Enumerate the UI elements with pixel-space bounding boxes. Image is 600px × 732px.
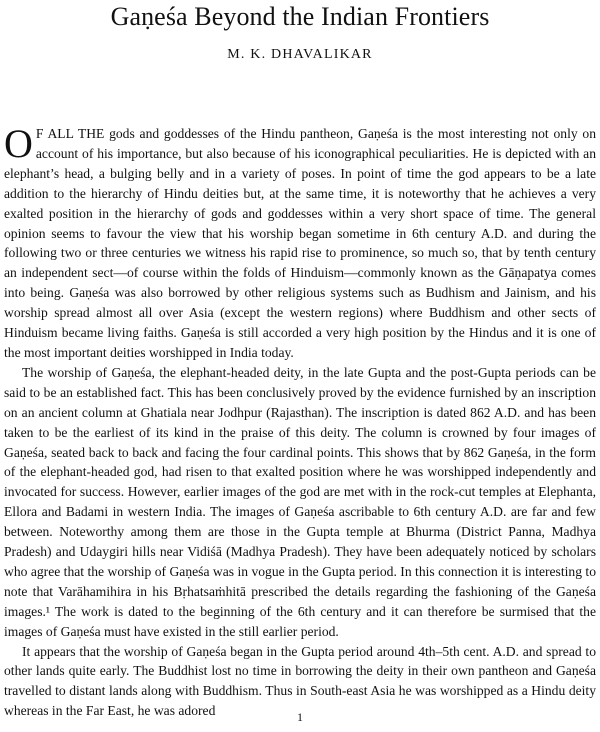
paragraph-1: OF ALL THE gods and goddesses of the Hindu pantheon, Gaṇeśa is the most interesting not only on account of his importance, but also because of his iconographical peculiarities. He is depicted with an elephant’s head, a bulging belly and in a variety of poses. In point of time the god appears to be a late addition to the hierarchy of Hindu deities but, at the same time, it is noteworthy that he achieves a very exalted position in the hierarchy of gods and goddesses within a very short space of time. The general opinion seems to favour the view that his worship began sometime in 6th century A.D. and during the following two or three centuries we witness his rapid rise to prominence, so much so, that by tenth century an independent sect—of course within the folds of Hinduism—commonly known as the Gāṇapatya comes into being. Gaṇeśa was also borrowed by other religious systems such as Budhism and Jainism, and his worship spread almost all over Asia (except the western regions) where Buddhism and other sects of Hinduism became living faiths. Gaṇeśa is still accorded a very high position by the Hindus and it is one of the most important deities worshipped in India today. (4, 121, 596, 360)
article-body (4, 121, 596, 721)
article-author: M. K. DHAVALIKAR (227, 47, 373, 62)
paragraph-3: It appears that the worship of Gaṇeśa began in the Gupta period around 4th–5th cent. A.D. and spread to other lands quite early. The Buddhist lost no time in borrowing the deity in their own pantheon and Gaṇeśa travelled to distant lands along with Buddhism. Thus in South-east Asia he was worshipped as a Hindu deity whereas in the Far East, he was adored (4, 643, 596, 719)
article-title: Gaṇeśa Beyond the Indian Frontiers (110, 2, 490, 31)
page-number: 1 (297, 710, 303, 724)
paragraph-2: The worship of Gaṇeśa, the elephant-headed deity, in the late Gupta and the post-Gupta periods can be said to be an established fact. This has been conclusively proved by the evidence furnished by an inscription on an ancient column at Ghatiala near Jodhpur (Rajasthan). The inscription is dated 862 A.D. and has been taken to be the earliest of its kind in the praise of this deity. The column is crowned by four images of Gaṇeśa, seated back to back and facing the four cardinal points. This shows that by 862 Gaṇeśa, in the form of the elephant-headed god, had risen to that exalted position where he was worshipped independently and invocated for success. However, earlier images of the god are met with in the rock-cut temples at Elephanta, Ellora and Badami in western India. The images of Gaṇeśa ascribable to 6th century A.D. are far and few between. Noteworthy among them are those in the Gupta temple at Bhurma (District Panna, Madhya Pradesh) and Udaygiri hills near Vidiśā (Madhya Pradesh). They have been adequately noticed by scholars who agree that the worship of Gaṇeśa was in vogue in the Gupta period. In this connection it is interesting to note that Varāhamihira in his Bṛhatsaṁhitā prescribed the details regarding the fashioning of the Gaṇeśa images.¹ The work is dated to the beginning of the 6th century and it can therefore be surmised that the images of Gaṇeśa must have existed in the still earlier period. (4, 364, 596, 639)
